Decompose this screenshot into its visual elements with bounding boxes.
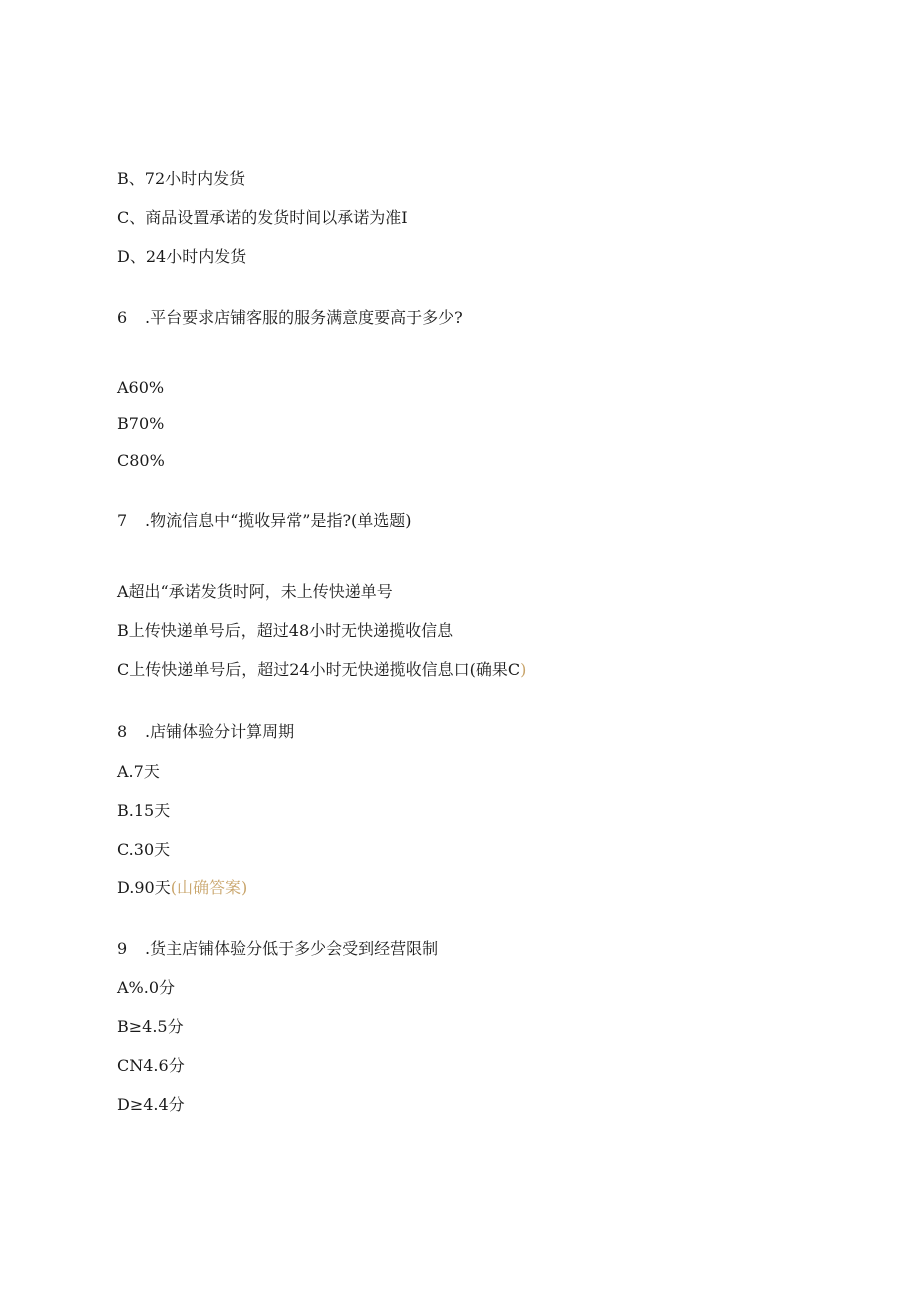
q7-number: 7 — [117, 511, 128, 530]
q9-text: .货主店铺体验分低于多少会受到经营限制 — [145, 939, 439, 958]
q8-text: .店铺体验分计算周期 — [145, 722, 295, 741]
q9-number: 9 — [117, 939, 128, 958]
q8-option-a: A.7天 — [117, 762, 160, 781]
q5-option-d: D、24小时内发货 — [117, 247, 247, 266]
q7-question — [117, 511, 412, 531]
q6-text: .平台要求店铺客服的服务满意度要高于多少? — [145, 308, 463, 327]
q8-number: 8 — [117, 722, 128, 741]
q6-option-c: C80% — [117, 451, 165, 470]
q7-option-c — [117, 660, 526, 680]
q5-option-c: C、商品设置承诺的发货时间以承诺为准I — [117, 208, 408, 227]
q9-option-a: A%.0分 — [117, 978, 176, 997]
q6-option-a: A60% — [117, 378, 165, 397]
q6-number: 6 — [117, 308, 128, 327]
q7-option-c-text: C上传快递单号后，超过24小时无快递揽收信息口(确果C — [117, 660, 521, 679]
q7-text: .物流信息中“揽收异常”是指?(单选题) — [145, 511, 412, 530]
q5-option-b: B、72小时内发货 — [117, 169, 246, 188]
q9-option-b: B≥4.5分 — [117, 1017, 184, 1036]
q7-option-c-mark: ) — [520, 660, 527, 679]
q7-option-b: B上传快递单号后，超过48小时无快递揽收信息 — [117, 621, 454, 640]
q8-answer-mark: (山确答案) — [170, 878, 248, 897]
q6-option-b: B70% — [117, 414, 165, 433]
q8-option-d-text: D.90天 — [117, 878, 171, 897]
q8-question — [117, 722, 294, 742]
q9-option-d: D≥4.4分 — [117, 1095, 185, 1114]
q9-question — [117, 939, 438, 959]
q8-option-d — [117, 878, 247, 898]
q8-option-c: C.30天 — [117, 840, 171, 859]
q6-question — [117, 308, 463, 328]
q8-option-b: B.15天 — [117, 801, 171, 820]
q7-option-a: A超出“承诺发货时阿，未上传快递单号 — [117, 582, 393, 601]
q9-option-c: CN4.6分 — [117, 1056, 185, 1075]
